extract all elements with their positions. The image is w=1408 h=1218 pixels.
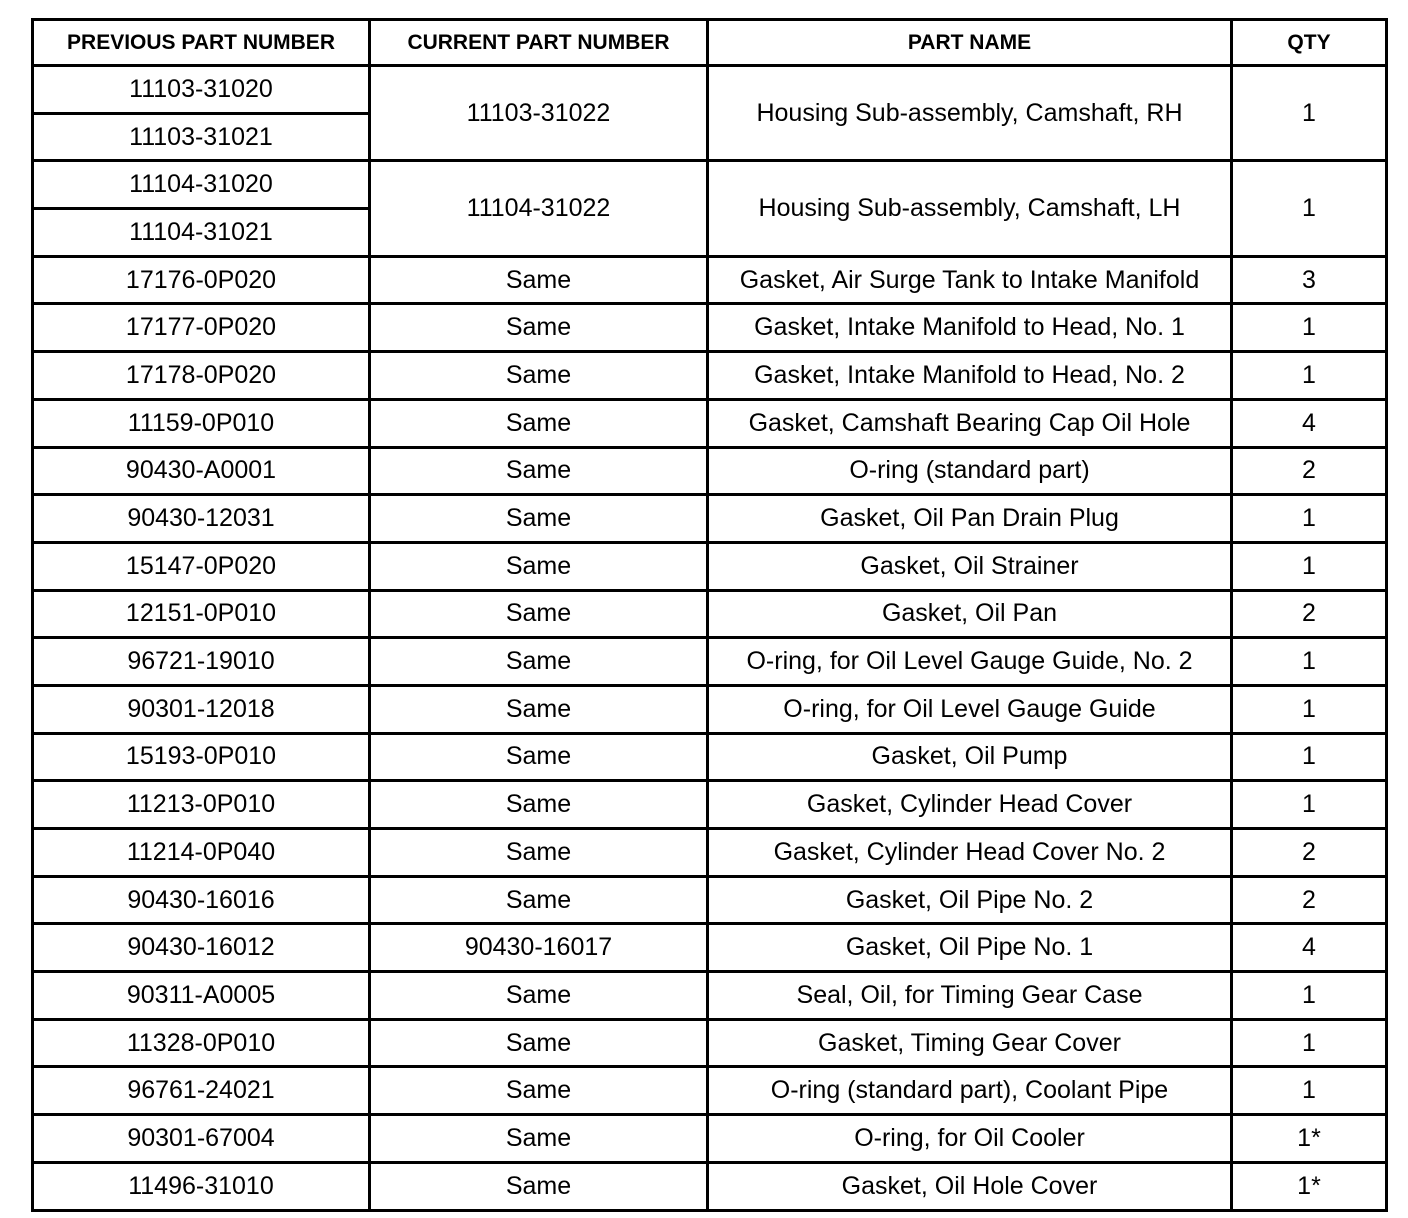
qty-cell: 1 xyxy=(1232,638,1387,686)
table-row xyxy=(33,638,1387,686)
previous-part-number-cell: 90301-12018 xyxy=(33,685,370,733)
previous-part-number-cell: 11159-0P010 xyxy=(33,399,370,447)
qty-cell: 1 xyxy=(1232,161,1387,256)
part-name-cell: Housing Sub-assembly, Camshaft, LH xyxy=(708,161,1232,256)
part-name-cell: Gasket, Oil Strainer xyxy=(708,542,1232,590)
table-row xyxy=(33,495,1387,543)
table-row xyxy=(33,590,1387,638)
previous-part-number-cell: 12151-0P010 xyxy=(33,590,370,638)
previous-part-number-cell: 11328-0P010 xyxy=(33,1019,370,1067)
qty-cell: 1* xyxy=(1232,1115,1387,1163)
qty-cell: 1 xyxy=(1232,685,1387,733)
table-row xyxy=(33,161,1387,209)
header-row xyxy=(33,20,1387,66)
part-name-cell: Gasket, Cylinder Head Cover xyxy=(708,781,1232,829)
qty-cell: 2 xyxy=(1232,829,1387,877)
qty-cell: 4 xyxy=(1232,399,1387,447)
part-name-cell: Gasket, Timing Gear Cover xyxy=(708,1019,1232,1067)
table-row xyxy=(33,781,1387,829)
previous-part-number-cell: 11496-31010 xyxy=(33,1162,370,1210)
previous-part-number-cell: 90430-A0001 xyxy=(33,447,370,495)
table-row xyxy=(33,876,1387,924)
part-name-cell: Housing Sub-assembly, Camshaft, RH xyxy=(708,66,1232,161)
current-part-number-cell: Same xyxy=(370,1067,708,1115)
part-name-cell: Gasket, Camshaft Bearing Cap Oil Hole xyxy=(708,399,1232,447)
header-qty: QTY xyxy=(1232,20,1387,66)
part-name-cell: Gasket, Oil Pipe No. 2 xyxy=(708,876,1232,924)
qty-cell: 1 xyxy=(1232,1019,1387,1067)
current-part-number-cell: Same xyxy=(370,638,708,686)
table-row xyxy=(33,1067,1387,1115)
previous-part-number-cell: 90311-A0005 xyxy=(33,972,370,1020)
current-part-number-cell: Same xyxy=(370,972,708,1020)
table-row xyxy=(33,66,1387,114)
part-name-cell: Gasket, Oil Pan xyxy=(708,590,1232,638)
qty-cell: 1 xyxy=(1232,781,1387,829)
part-name-cell: O-ring, for Oil Level Gauge Guide, No. 2 xyxy=(708,638,1232,686)
qty-cell: 1 xyxy=(1232,352,1387,400)
current-part-number-cell: Same xyxy=(370,1162,708,1210)
part-name-cell: O-ring, for Oil Cooler xyxy=(708,1115,1232,1163)
previous-part-number-cell: 90430-12031 xyxy=(33,495,370,543)
table-row xyxy=(33,542,1387,590)
header-previous-part-number: PREVIOUS PART NUMBER xyxy=(33,20,370,66)
qty-cell: 2 xyxy=(1232,590,1387,638)
table-row xyxy=(33,399,1387,447)
previous-part-number-cell: 90301-67004 xyxy=(33,1115,370,1163)
current-part-number-cell: 11104-31022 xyxy=(370,161,708,256)
current-part-number-cell: Same xyxy=(370,733,708,781)
table-row xyxy=(33,352,1387,400)
previous-part-number-cell: 17176-0P020 xyxy=(33,256,370,304)
current-part-number-cell: Same xyxy=(370,399,708,447)
qty-cell: 1 xyxy=(1232,304,1387,352)
table-row xyxy=(33,1019,1387,1067)
header-part-name: PART NAME xyxy=(708,20,1232,66)
current-part-number-cell: 90430-16017 xyxy=(370,924,708,972)
previous-part-number-cell: 96761-24021 xyxy=(33,1067,370,1115)
current-part-number-cell: Same xyxy=(370,256,708,304)
qty-cell: 1 xyxy=(1232,1067,1387,1115)
part-name-cell: Gasket, Oil Pan Drain Plug xyxy=(708,495,1232,543)
previous-part-number-cell: 11104-31021 xyxy=(33,209,370,257)
qty-cell: 1 xyxy=(1232,733,1387,781)
current-part-number-cell: Same xyxy=(370,542,708,590)
part-name-cell: Gasket, Oil Pipe No. 1 xyxy=(708,924,1232,972)
table-row xyxy=(33,829,1387,877)
previous-part-number-cell: 15193-0P010 xyxy=(33,733,370,781)
part-name-cell: Gasket, Intake Manifold to Head, No. 1 xyxy=(708,304,1232,352)
previous-part-number-cell: 11103-31021 xyxy=(33,113,370,161)
current-part-number-cell: Same xyxy=(370,304,708,352)
qty-cell: 4 xyxy=(1232,924,1387,972)
table-row xyxy=(33,304,1387,352)
qty-cell: 2 xyxy=(1232,447,1387,495)
qty-cell: 1* xyxy=(1232,1162,1387,1210)
part-name-cell: Gasket, Oil Pump xyxy=(708,733,1232,781)
current-part-number-cell: Same xyxy=(370,781,708,829)
table-row xyxy=(33,447,1387,495)
qty-cell: 3 xyxy=(1232,256,1387,304)
table-row xyxy=(33,972,1387,1020)
table-row xyxy=(33,733,1387,781)
qty-cell: 1 xyxy=(1232,542,1387,590)
current-part-number-cell: Same xyxy=(370,447,708,495)
previous-part-number-cell: 17178-0P020 xyxy=(33,352,370,400)
previous-part-number-cell: 15147-0P020 xyxy=(33,542,370,590)
current-part-number-cell: Same xyxy=(370,352,708,400)
previous-part-number-cell: 11104-31020 xyxy=(33,161,370,209)
previous-part-number-cell: 17177-0P020 xyxy=(33,304,370,352)
previous-part-number-cell: 11213-0P010 xyxy=(33,781,370,829)
table-row xyxy=(33,256,1387,304)
current-part-number-cell: Same xyxy=(370,495,708,543)
table-header xyxy=(33,20,1387,66)
table-row xyxy=(33,685,1387,733)
current-part-number-cell: Same xyxy=(370,685,708,733)
current-part-number-cell: 11103-31022 xyxy=(370,66,708,161)
current-part-number-cell: Same xyxy=(370,590,708,638)
previous-part-number-cell: 90430-16016 xyxy=(33,876,370,924)
qty-cell: 1 xyxy=(1232,66,1387,161)
table-body xyxy=(33,66,1387,1211)
previous-part-number-cell: 11103-31020 xyxy=(33,66,370,114)
table-row xyxy=(33,924,1387,972)
current-part-number-cell: Same xyxy=(370,1019,708,1067)
previous-part-number-cell: 90430-16012 xyxy=(33,924,370,972)
part-name-cell: Seal, Oil, for Timing Gear Case xyxy=(708,972,1232,1020)
table-row xyxy=(33,1162,1387,1210)
part-name-cell: Gasket, Oil Hole Cover xyxy=(708,1162,1232,1210)
part-name-cell: O-ring (standard part), Coolant Pipe xyxy=(708,1067,1232,1115)
part-name-cell: Gasket, Intake Manifold to Head, No. 2 xyxy=(708,352,1232,400)
qty-cell: 1 xyxy=(1232,495,1387,543)
parts-table xyxy=(31,18,1388,1212)
previous-part-number-cell: 11214-0P040 xyxy=(33,829,370,877)
current-part-number-cell: Same xyxy=(370,1115,708,1163)
current-part-number-cell: Same xyxy=(370,876,708,924)
part-name-cell: Gasket, Cylinder Head Cover No. 2 xyxy=(708,829,1232,877)
table-row xyxy=(33,1115,1387,1163)
part-name-cell: O-ring, for Oil Level Gauge Guide xyxy=(708,685,1232,733)
part-name-cell: O-ring (standard part) xyxy=(708,447,1232,495)
current-part-number-cell: Same xyxy=(370,829,708,877)
previous-part-number-cell: 96721-19010 xyxy=(33,638,370,686)
part-name-cell: Gasket, Air Surge Tank to Intake Manifold xyxy=(708,256,1232,304)
header-current-part-number: CURRENT PART NUMBER xyxy=(370,20,708,66)
qty-cell: 1 xyxy=(1232,972,1387,1020)
qty-cell: 2 xyxy=(1232,876,1387,924)
